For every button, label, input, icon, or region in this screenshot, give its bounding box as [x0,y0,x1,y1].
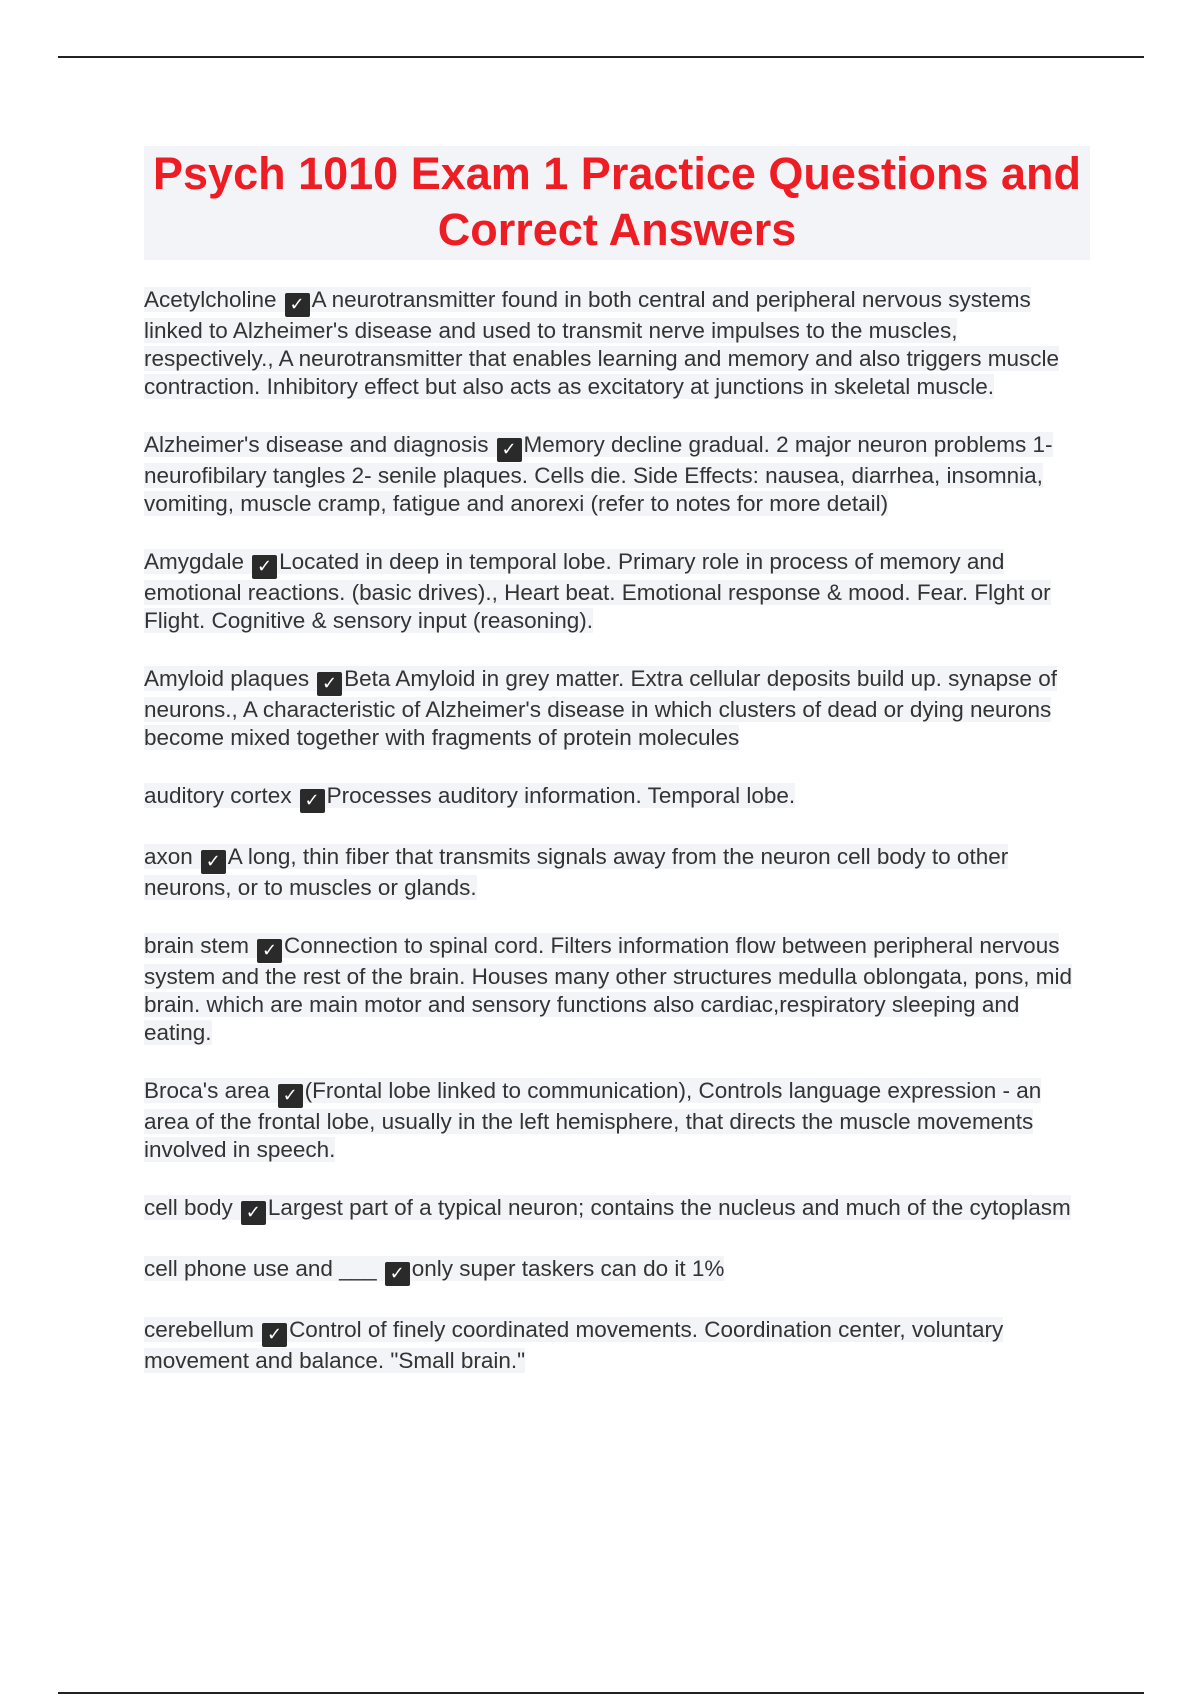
definition: Processes auditory information. Temporal lobe. [326,783,796,808]
flashcard-entry [144,1316,1090,1375]
term: cerebellum [144,1317,255,1342]
term: brain stem [144,933,250,958]
check-box-icon: ✓ [300,789,325,813]
term: Alzheimer's disease and diagnosis [144,432,489,457]
flashcard-entry [144,1077,1090,1164]
check-box-icon: ✓ [497,438,522,462]
definition: A long, thin fiber that transmits signals away from the neuron cell body to other neurons, or to muscles or glands. [144,844,1009,900]
definition: Beta Amyloid in grey matter. Extra cellular deposits build up. synapse of neurons., A characteristic of Alzheimer's disease in which clusters of dead or dying neurons become mixed together with fragments of protein molecules [144,666,1057,750]
check-box-icon: ✓ [317,672,342,696]
flashcard-entry [144,843,1090,902]
definition: only super taskers can do it 1% [411,1256,725,1281]
flashcard-entry [144,1255,1090,1286]
check-box-icon: ✓ [257,939,282,963]
check-box-icon: ✓ [252,555,277,579]
check-box-icon: ✓ [278,1084,303,1108]
top-rule [58,56,1144,58]
definition: Largest part of a typical neuron; contains the nucleus and much of the cytoplasm [267,1195,1071,1220]
definition: A neurotransmitter found in both central and peripheral nervous systems linked to Alzheimer's disease and used to transmit nerve impulses to the muscles, respectively., A neurotransmitter that enables learning and memory and also triggers muscle contraction. Inhibitory effect but also acts as excitatory at junctions in skeletal muscle. [144,287,1060,399]
term: cell body [144,1195,233,1220]
term: Amyloid plaques [144,666,310,691]
term: axon [144,844,193,869]
page-title: Psych 1010 Exam 1 Practice Questions and Correct Answers [153,148,1081,255]
flashcard-entry [144,665,1090,752]
flashcard-entry [144,286,1090,401]
definition: Connection to spinal cord. Filters information flow between peripheral nervous system and the rest of the brain. Houses many other structures medulla oblongata, pons, mid brain. which are main motor and sensory functions also cardiac,respiratory sleeping and eating. [144,933,1072,1045]
check-box-icon: ✓ [201,850,226,874]
definition: (Frontal lobe linked to communication), Controls language expression - an area of the frontal lobe, usually in the left hemisphere, that directs the muscle movements involved in speech. [144,1078,1042,1162]
term: cell phone use and ___ [144,1256,377,1281]
check-box-icon: ✓ [241,1201,266,1225]
title-block [144,146,1090,260]
term: Amygdale [144,549,245,574]
definition: Memory decline gradual. 2 major neuron problems 1- neurofibilary tangles 2- senile plaques. Cells die. Side Effects: nausea, diarrhea, insomnia, vomiting, muscle cramp, fatigue and anorexi (refer to notes for more detail) [144,432,1053,516]
check-box-icon: ✓ [285,293,310,317]
flashcard-list [144,286,1090,1405]
flashcard-entry [144,932,1090,1047]
check-box-icon: ✓ [385,1262,410,1286]
flashcard-entry [144,1194,1090,1225]
term: Broca's area [144,1078,270,1103]
bottom-rule [58,1692,1144,1694]
flashcard-entry [144,548,1090,635]
flashcard-entry [144,431,1090,518]
check-box-icon: ✓ [262,1323,287,1347]
term: auditory cortex [144,783,292,808]
flashcard-entry [144,782,1090,813]
definition: Located in deep in temporal lobe. Primary role in process of memory and emotional reactions. (basic drives)., Heart beat. Emotional response & mood. Fear. Flght or Flight. Cognitive & sensory input (reasoning). [144,549,1051,633]
term: Acetylcholine [144,287,277,312]
definition: Control of finely coordinated movements. Coordination center, voluntary movement and balance. "Small brain." [144,1317,1004,1373]
